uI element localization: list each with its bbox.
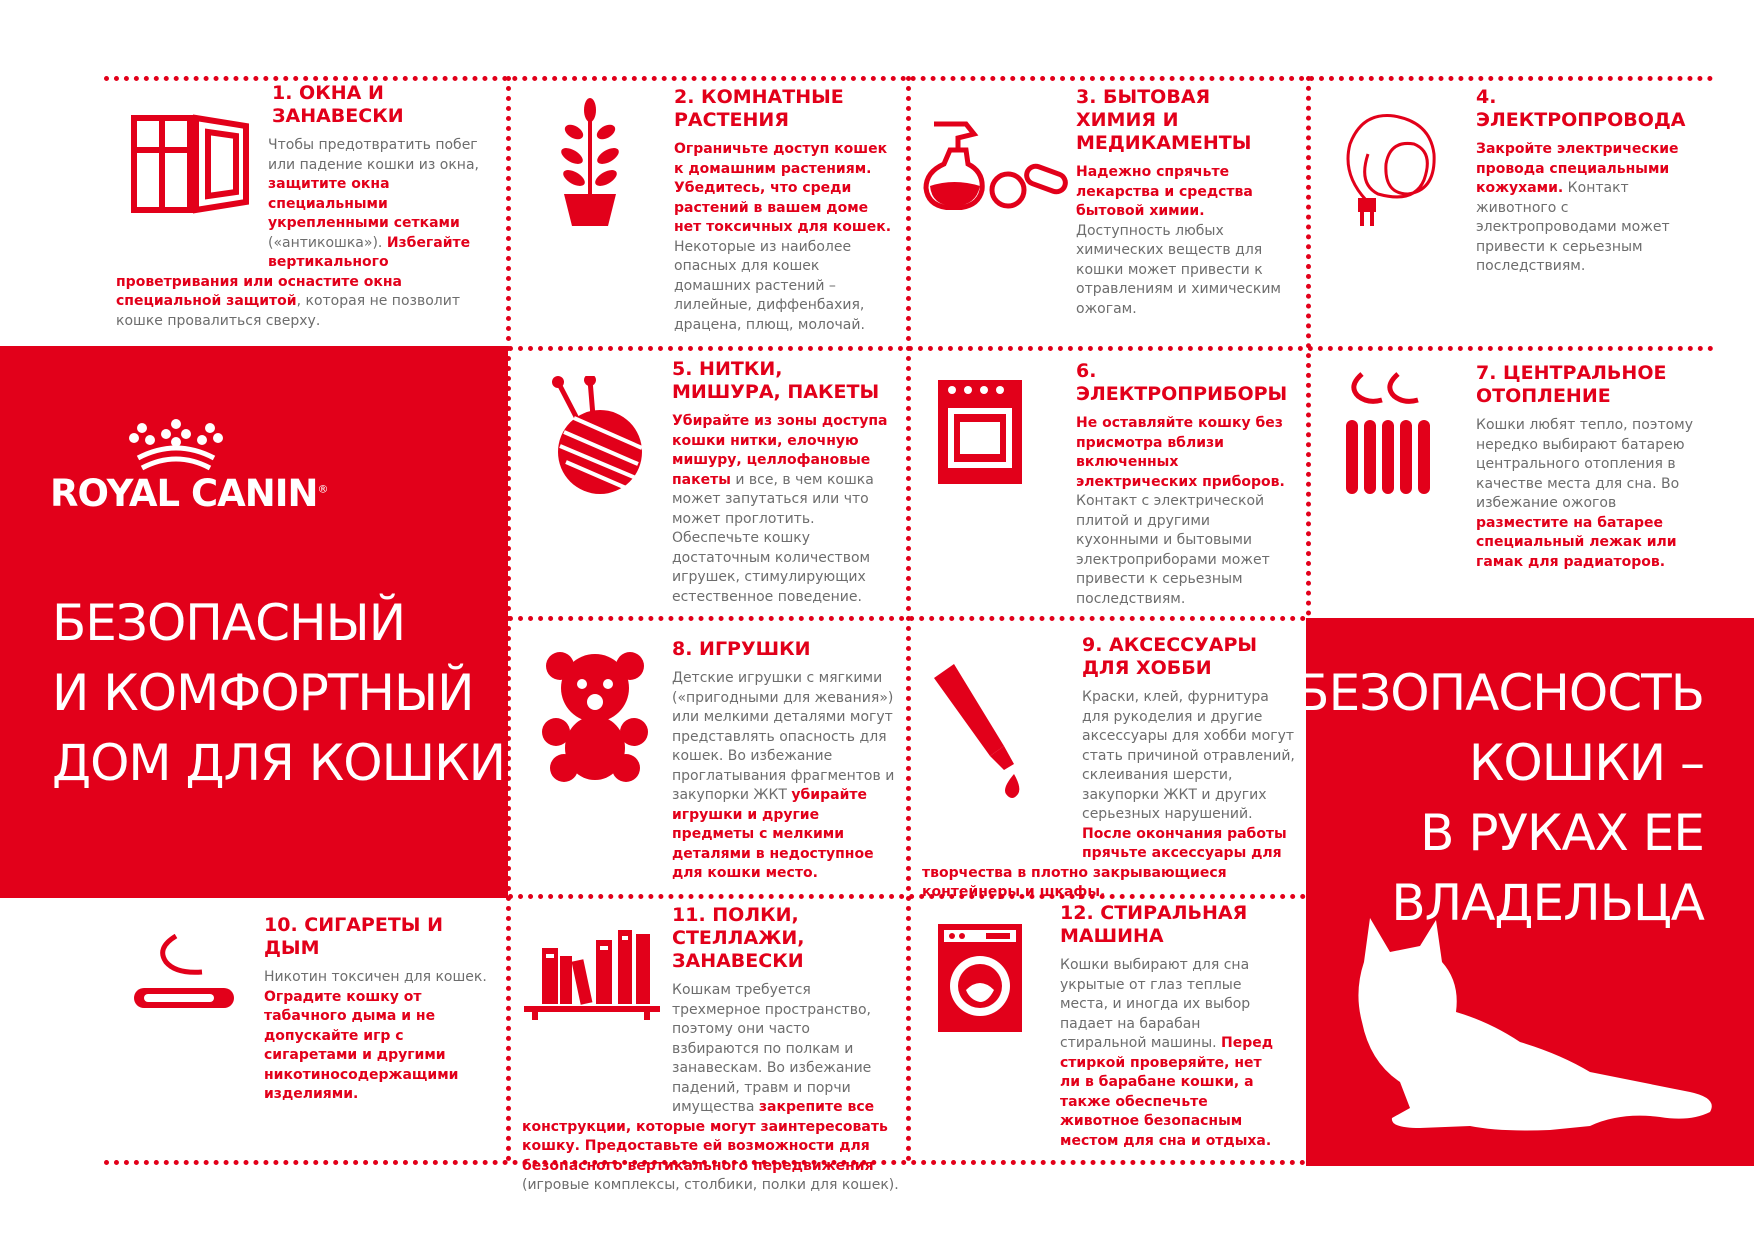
tip-text: Никотин токсичен для кошек. Оградите кошку от табачного дыма и не допускайте игр с сигаретами и другими никотиносодержащими изделиями. (264, 969, 487, 1102)
tip-2 (674, 86, 894, 335)
grid-line (906, 76, 911, 1162)
tip-text: Не оставляйте кошку без присмотра вблизи включенных электрических приборов. Контакт с электрической плитой и другими кухонными и бытовыми электроприборами может привести к серьезным последствиям. (1076, 415, 1285, 607)
tip-8 (672, 638, 896, 884)
tip-text: Краски, клей, фурнитура для рукоделия и другие аксессуары для хобби могут стать причиной отравлений, склеивания шерсти, закупорки ЖКТ и других серьезных нарушений. После окончания работы прячьте аксессуары для творчества в плотно закрывающиеся контейнеры и шкафы. (922, 689, 1295, 900)
tip-6 (1076, 360, 1296, 609)
yarn-icon (548, 376, 648, 496)
tip-text: Детские игрушки с мягкими («пригодными для жевания») или мелкими деталями могут представлять опасность для кошек. Во избежание проглатывания фрагментов и закупорки ЖКТ убирайте игрушки и другие предметы с мелкими деталями в недоступное для кошки место. (672, 670, 895, 881)
tip-12 (1060, 902, 1286, 1151)
tip-text: Кошкам требуется трехмерное пространство, поэтому они часто взбираются по полкам и занавескам. Во избежание падений, травм и порчи имущества закрепите все конструкции, которые могут заинтересовать кошку. Предоставьте ей возможности для безопасного вертикального передвижения (игровые комплексы, столбики, полки для кошек). (522, 982, 899, 1193)
tip-11 (522, 904, 900, 1196)
tip-text: Надежно спрячьте лекарства и средства бытовой химии. Доступность любых химических веществ для кошки может привести к отравлениям и химическим ожогам. (1076, 164, 1281, 317)
left-headline: БЕЗОПАСНЫЙ И КОМФОРТНЫЙ ДОМ ДЛЯ КОШКИ (52, 594, 505, 792)
right-headline: БЕЗОПАСНОСТЬ КОШКИ – В РУКАХ ЕЕ ВЛАДЕЛЬЦА (1295, 664, 1704, 932)
tip-text: Закройте электрические провода специальными кожухами. Контакт животного с электропроводами может привести к серьезным последствиям. (1476, 141, 1679, 274)
tip-title: 11. ПОЛКИ, СТЕЛЛАЖИ, ЗАНАВЕСКИ (672, 904, 805, 972)
stove-icon (936, 378, 1024, 488)
chemicals-icon (922, 120, 1068, 210)
tip-1 (116, 82, 494, 331)
tip-text: Кошки любят тепло, поэтому нередко выбирают батарею центрального отопления в качестве места для сна. Во избежание ожогов разместите на батарее специальный лежак или гамак для радиаторов. (1476, 417, 1694, 570)
tip-3 (1076, 86, 1296, 319)
tip-4 (1476, 86, 1712, 277)
grid-line (508, 346, 1714, 351)
grid-line (506, 76, 511, 1162)
radiator-icon (1342, 372, 1434, 496)
cable-icon (1338, 104, 1446, 228)
cigarette-icon (132, 934, 236, 1014)
tip-text: Кошки выбирают для сна укрытые от глаз теплые места, и иногда их выбор падает на барабан стиральной машины. Перед стиркой проверяйте, нет ли в барабане кошки, а также обеспечьте животное безопасным местом для сна и отдыха. (1060, 957, 1274, 1149)
tip-title: 10. СИГАРЕТЫ И ДЫМ (264, 914, 443, 959)
tip-9 (922, 634, 1298, 903)
tip-title: 1. ОКНА И ЗАНАВЕСКИ (272, 82, 404, 127)
tip-text: Ограничьте доступ кошек к домашним растениям. Убедитесь, что среди растений в вашем доме нет токсичных для кошек. Некоторые из наиболее опасных для кошек домашних растений – лилейные, диффенбахия, драцена, плющ, молочай. (674, 141, 892, 333)
grid-line (1306, 76, 1311, 616)
crown-logo-icon (124, 418, 228, 474)
washing-machine-icon (936, 922, 1024, 1034)
tip-title: 12. СТИРАЛЬНАЯ МАШИНА (1060, 902, 1248, 947)
plant-icon (556, 98, 624, 228)
tip-5 (672, 358, 896, 607)
cat-silhouette-icon (1340, 912, 1720, 1134)
teddy-bear-icon (540, 648, 650, 784)
tip-title: 6. ЭЛЕКТРОПРИБОРЫ (1076, 360, 1288, 405)
tip-title: 3. БЫТОВАЯ ХИМИЯ И МЕДИКАМЕНТЫ (1076, 86, 1252, 154)
tip-title: 4. ЭЛЕКТРОПРОВОДА (1476, 86, 1686, 131)
tip-10 (264, 914, 496, 1105)
tip-title: 8. ИГРУШКИ (672, 638, 811, 660)
brand-logo: ROYAL CANIN® (50, 472, 328, 515)
tip-text: Чтобы предотвратить побег или падение кошки из окна, защитите окна специальными укрепленными сетками («антикошка»). Избегайте вертикального проветривания или оснастите окна специальной защитой, которая не позволит кошке провалиться сверху. (116, 137, 479, 329)
tip-title: 7. ЦЕНТРАЛЬНОЕ ОТОПЛЕНИЕ (1476, 362, 1667, 407)
tip-title: 5. НИТКИ, МИШУРА, ПАКЕТЫ (672, 358, 880, 403)
tip-title: 2. КОМНАТНЫЕ РАСТЕНИЯ (674, 86, 844, 131)
tip-7 (1476, 362, 1712, 572)
tip-text: Убирайте из зоны доступа кошки нитки, елочную мишуру, целлофановые пакеты и все, в чем кошка может запутаться или что может проглотить. Обеспечьте кошку достаточным количеством игрушек, стимулирующих естественное поведение. (672, 413, 888, 605)
tip-title: 9. АКСЕССУАРЫ ДЛЯ ХОББИ (1082, 634, 1258, 679)
